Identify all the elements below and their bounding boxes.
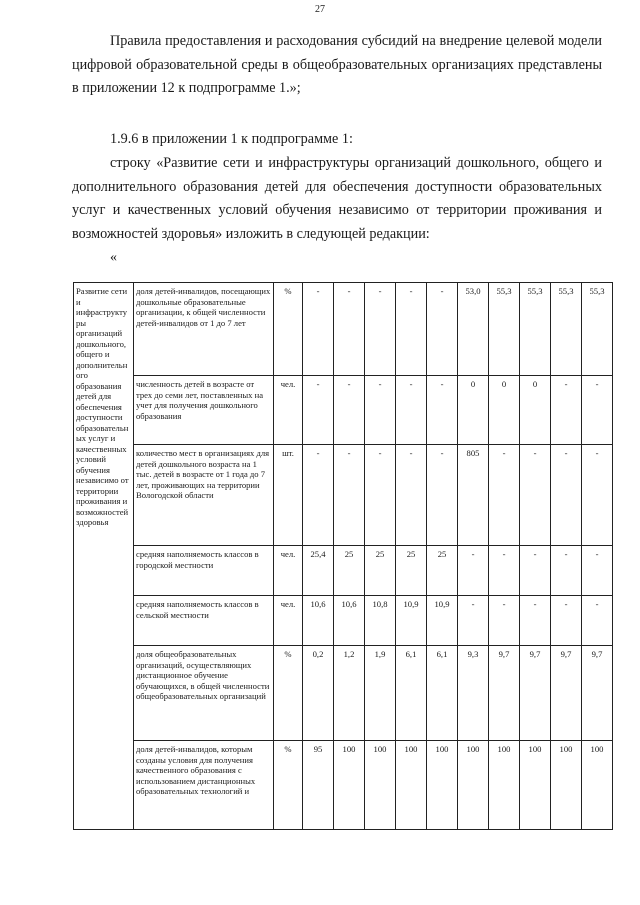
- indicators-table: [73, 282, 613, 830]
- value-cell: 55,3: [489, 283, 520, 376]
- opening-quote: «: [110, 250, 117, 265]
- value-cell: 10,6: [334, 596, 365, 646]
- value-cell: 100: [520, 741, 551, 830]
- value-cell: 10,9: [396, 596, 427, 646]
- value-cell: -: [303, 283, 334, 376]
- value-cell: 9,7: [551, 646, 582, 741]
- value-cell: -: [489, 546, 520, 596]
- value-cell: 805: [458, 445, 489, 546]
- value-cell: 6,1: [396, 646, 427, 741]
- value-cell: 25: [396, 546, 427, 596]
- value-cell: -: [365, 283, 396, 376]
- value-cell: -: [365, 445, 396, 546]
- table-row: [74, 376, 613, 445]
- indicator-cell: доля детей-инвалидов, посещающих дошкольные образовательные организации, к общей численности детей-инвалидов от 1 до 7 лет: [134, 283, 274, 376]
- value-cell: 0: [520, 376, 551, 445]
- value-cell: -: [489, 596, 520, 646]
- value-cell: 1,2: [334, 646, 365, 741]
- indicator-cell: доля общеобразовательных организаций, осуществляющих дистанционное обучение обучающихся, в общей численности общеобразовательных организаций: [134, 646, 274, 741]
- value-cell: 55,3: [582, 283, 613, 376]
- table-row: [74, 596, 613, 646]
- value-cell: 0: [489, 376, 520, 445]
- value-cell: -: [520, 596, 551, 646]
- value-cell: 100: [334, 741, 365, 830]
- value-cell: -: [365, 376, 396, 445]
- indicator-cell: численность детей в возрасте от трех до семи лет, поставленных на учет для получения дошкольного образования: [134, 376, 274, 445]
- value-cell: 6,1: [427, 646, 458, 741]
- paragraph-subsidy-rules: [72, 30, 602, 101]
- value-cell: -: [396, 376, 427, 445]
- value-cell: 10,8: [365, 596, 396, 646]
- value-cell: 25,4: [303, 546, 334, 596]
- value-cell: 10,6: [303, 596, 334, 646]
- value-cell: -: [334, 376, 365, 445]
- table-row: [74, 546, 613, 596]
- value-cell: -: [551, 546, 582, 596]
- unit-cell: чел.: [274, 546, 303, 596]
- value-cell: 9,7: [489, 646, 520, 741]
- unit-cell: чел.: [274, 596, 303, 646]
- value-cell: -: [303, 445, 334, 546]
- unit-cell: %: [274, 646, 303, 741]
- page-number: 27: [315, 4, 325, 15]
- value-cell: -: [582, 376, 613, 445]
- value-cell: 0,2: [303, 646, 334, 741]
- value-cell: 100: [365, 741, 396, 830]
- value-cell: -: [582, 546, 613, 596]
- unit-cell: чел.: [274, 376, 303, 445]
- paragraph-text: Правила предоставления и расходования субсидий на внедрение целевой модели цифровой образовательной среды в общеобразовательных организациях представлены в приложении 12 к подпрограмме 1.»;: [72, 33, 602, 96]
- indicator-cell: доля детей-инвалидов, которым созданы условия для получения качественного образования с использованием дистанционных образовательных технологий и: [134, 741, 274, 830]
- value-cell: -: [582, 445, 613, 546]
- value-cell: 53,0: [458, 283, 489, 376]
- value-cell: -: [334, 283, 365, 376]
- value-cell: -: [427, 283, 458, 376]
- value-cell: -: [551, 445, 582, 546]
- unit-cell: %: [274, 283, 303, 376]
- indicator-cell: средняя наполняемость классов в городской местности: [134, 546, 274, 596]
- paragraph-item-1-9-6: 1.9.6 в приложении 1 к подпрограмме 1:: [110, 131, 353, 147]
- value-cell: -: [520, 445, 551, 546]
- value-cell: -: [520, 546, 551, 596]
- value-cell: 55,3: [551, 283, 582, 376]
- value-cell: -: [489, 445, 520, 546]
- value-cell: 25: [427, 546, 458, 596]
- value-cell: 95: [303, 741, 334, 830]
- value-cell: -: [458, 546, 489, 596]
- value-cell: -: [396, 283, 427, 376]
- value-cell: -: [427, 376, 458, 445]
- value-cell: -: [396, 445, 427, 546]
- value-cell: 100: [396, 741, 427, 830]
- value-cell: 1,9: [365, 646, 396, 741]
- value-cell: 0: [458, 376, 489, 445]
- value-cell: 9,3: [458, 646, 489, 741]
- table-row: [74, 283, 613, 376]
- value-cell: 9,7: [520, 646, 551, 741]
- value-cell: -: [582, 596, 613, 646]
- indicator-cell: средняя наполняемость классов в сельской местности: [134, 596, 274, 646]
- paragraph-text: строку «Развитие сети и инфраструктуры организаций дошкольного, общего и дополнительного образования детей для обеспечения доступности образовательных услуг и качественных условий обучения независимо от территории проживания и возможностей здоровья» изложить в следующей редакции:: [72, 155, 602, 242]
- value-cell: 100: [427, 741, 458, 830]
- table-row: [74, 741, 613, 830]
- value-cell: -: [551, 376, 582, 445]
- value-cell: -: [303, 376, 334, 445]
- unit-cell: шт.: [274, 445, 303, 546]
- value-cell: 9,7: [582, 646, 613, 741]
- value-cell: 25: [365, 546, 396, 596]
- value-cell: -: [334, 445, 365, 546]
- value-cell: -: [427, 445, 458, 546]
- value-cell: 10,9: [427, 596, 458, 646]
- indicator-cell: количество мест в организациях для детей дошкольного возраста на 1 тыс. детей в возрасте от 1 года до 7 лет, проживающих на территории Вологодской области: [134, 445, 274, 546]
- value-cell: -: [551, 596, 582, 646]
- value-cell: 100: [551, 741, 582, 830]
- row-header-cell: Развитие сети и инфраструктуры организаций дошкольного, общего и дополнительного образования детей для обеспечения доступности образовательных услуг и качественных условий обучения независимо от территории проживания и возможностей здоровья: [74, 283, 134, 830]
- table-row: [74, 646, 613, 741]
- value-cell: 100: [489, 741, 520, 830]
- value-cell: 55,3: [520, 283, 551, 376]
- unit-cell: %: [274, 741, 303, 830]
- value-cell: 25: [334, 546, 365, 596]
- paragraph-row-statement: [72, 152, 602, 246]
- value-cell: 100: [582, 741, 613, 830]
- value-cell: -: [458, 596, 489, 646]
- value-cell: 100: [458, 741, 489, 830]
- table-row: [74, 445, 613, 546]
